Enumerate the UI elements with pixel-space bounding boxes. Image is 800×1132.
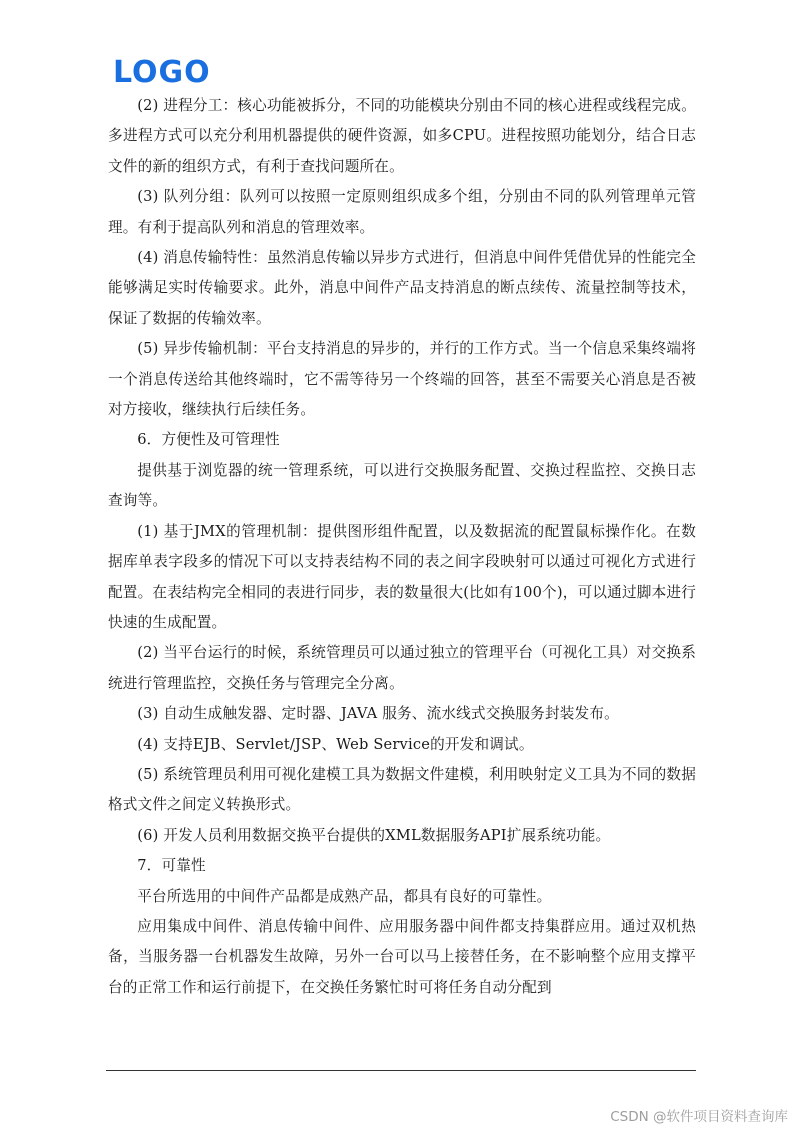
paragraph-jmx: (1) 基于JMX的管理机制：提供图形组件配置，以及数据流的配置鼠标操作化。在数据库单表字段多的情况下可以支持表结构不同的表之间字段映射可以通过可视化方式进行配置。在表结构完全相同的表进行同步，表的数量很大(比如有100个)，可以通过脚本进行快速的生成配置。: [108, 522, 696, 631]
paragraph-admin-platform: (2) 当平台运行的时候，系统管理员可以通过独立的管理平台（可视化工具）对交换系统进行管理监控，交换任务与管理完全分离。: [108, 644, 696, 692]
section-heading-manageability: 6．方便性及可管理性: [137, 431, 280, 449]
logo-text: LOGO: [113, 56, 211, 86]
paragraph-cluster: 应用集成中间件、消息传输中间件、应用服务器中间件都支持集群应用。通过双机热备，当服务器一台机器发生故障，另外一台可以马上接替任务，在不影响整个应用支撑平台的正常工作和运行前提下，在交换任务繁忙时可将任务自动分配到: [108, 917, 696, 996]
paragraph-message-transfer: (4) 消息传输特性：虽然消息传输以异步方式进行，但消息中间件凭借优异的性能完全能够满足实时传输要求。此外，消息中间件产品支持消息的断点续传、流量控制等技术，保证了数据的传输效率。: [108, 249, 696, 327]
paragraph-process-division: (2) 进程分工：核心功能被拆分，不同的功能模块分别由不同的核心进程或线程完成。多进程方式可以充分利用机器提供的硬件资源，如多CPU。进程按照功能划分，结合日志文件的新的组织方式，有利于查找问题所在。: [108, 97, 696, 175]
logo: [113, 56, 213, 86]
paragraph-mature-products: 平台所选用的中间件产品都是成熟产品，都具有良好的可靠性。: [137, 887, 552, 905]
paragraph-queue-grouping: (3) 队列分组：队列可以按照一定原则组织成多个组，分别由不同的队列管理单元管理。有利于提高队列和消息的管理效率。: [108, 188, 696, 236]
footer-divider: [106, 1070, 696, 1071]
paragraph-modeling-tools: (5) 系统管理员利用可视化建模工具为数据文件建模，利用映射定义工具为不同的数据格式文件之间定义转换形式。: [108, 765, 696, 814]
paragraph-browser-management: 提供基于浏览器的统一管理系统，可以进行交换服务配置、交换过程监控、交换日志查询等。: [108, 461, 696, 510]
paragraph-async-transfer: (5) 异步传输机制：平台支持消息的异步的，并行的工作方式。当一个信息采集终端将一个消息传送给其他终端时，它不需等待另一个终端的回答，甚至不需要关心消息是否被对方接收，继续执行后续任务。: [108, 340, 696, 419]
paragraph-xml-api: (6) 开发人员利用数据交换平台提供的XML数据服务API扩展系统功能。: [137, 826, 611, 844]
logo-image: [113, 56, 213, 86]
section-heading-reliability: 7．可靠性: [137, 857, 206, 875]
paragraph-auto-generate: (3) 自动生成触发器、定时器、JAVA 服务、流水线式交换服务封装发布。: [137, 705, 619, 723]
paragraph-ejb-support: (4) 支持EJB、Servlet/JSP、Web Service的开发和调试。: [137, 735, 534, 753]
document-body: [108, 91, 696, 1003]
watermark: CSDN @软件项目资料查询库: [610, 1109, 788, 1125]
